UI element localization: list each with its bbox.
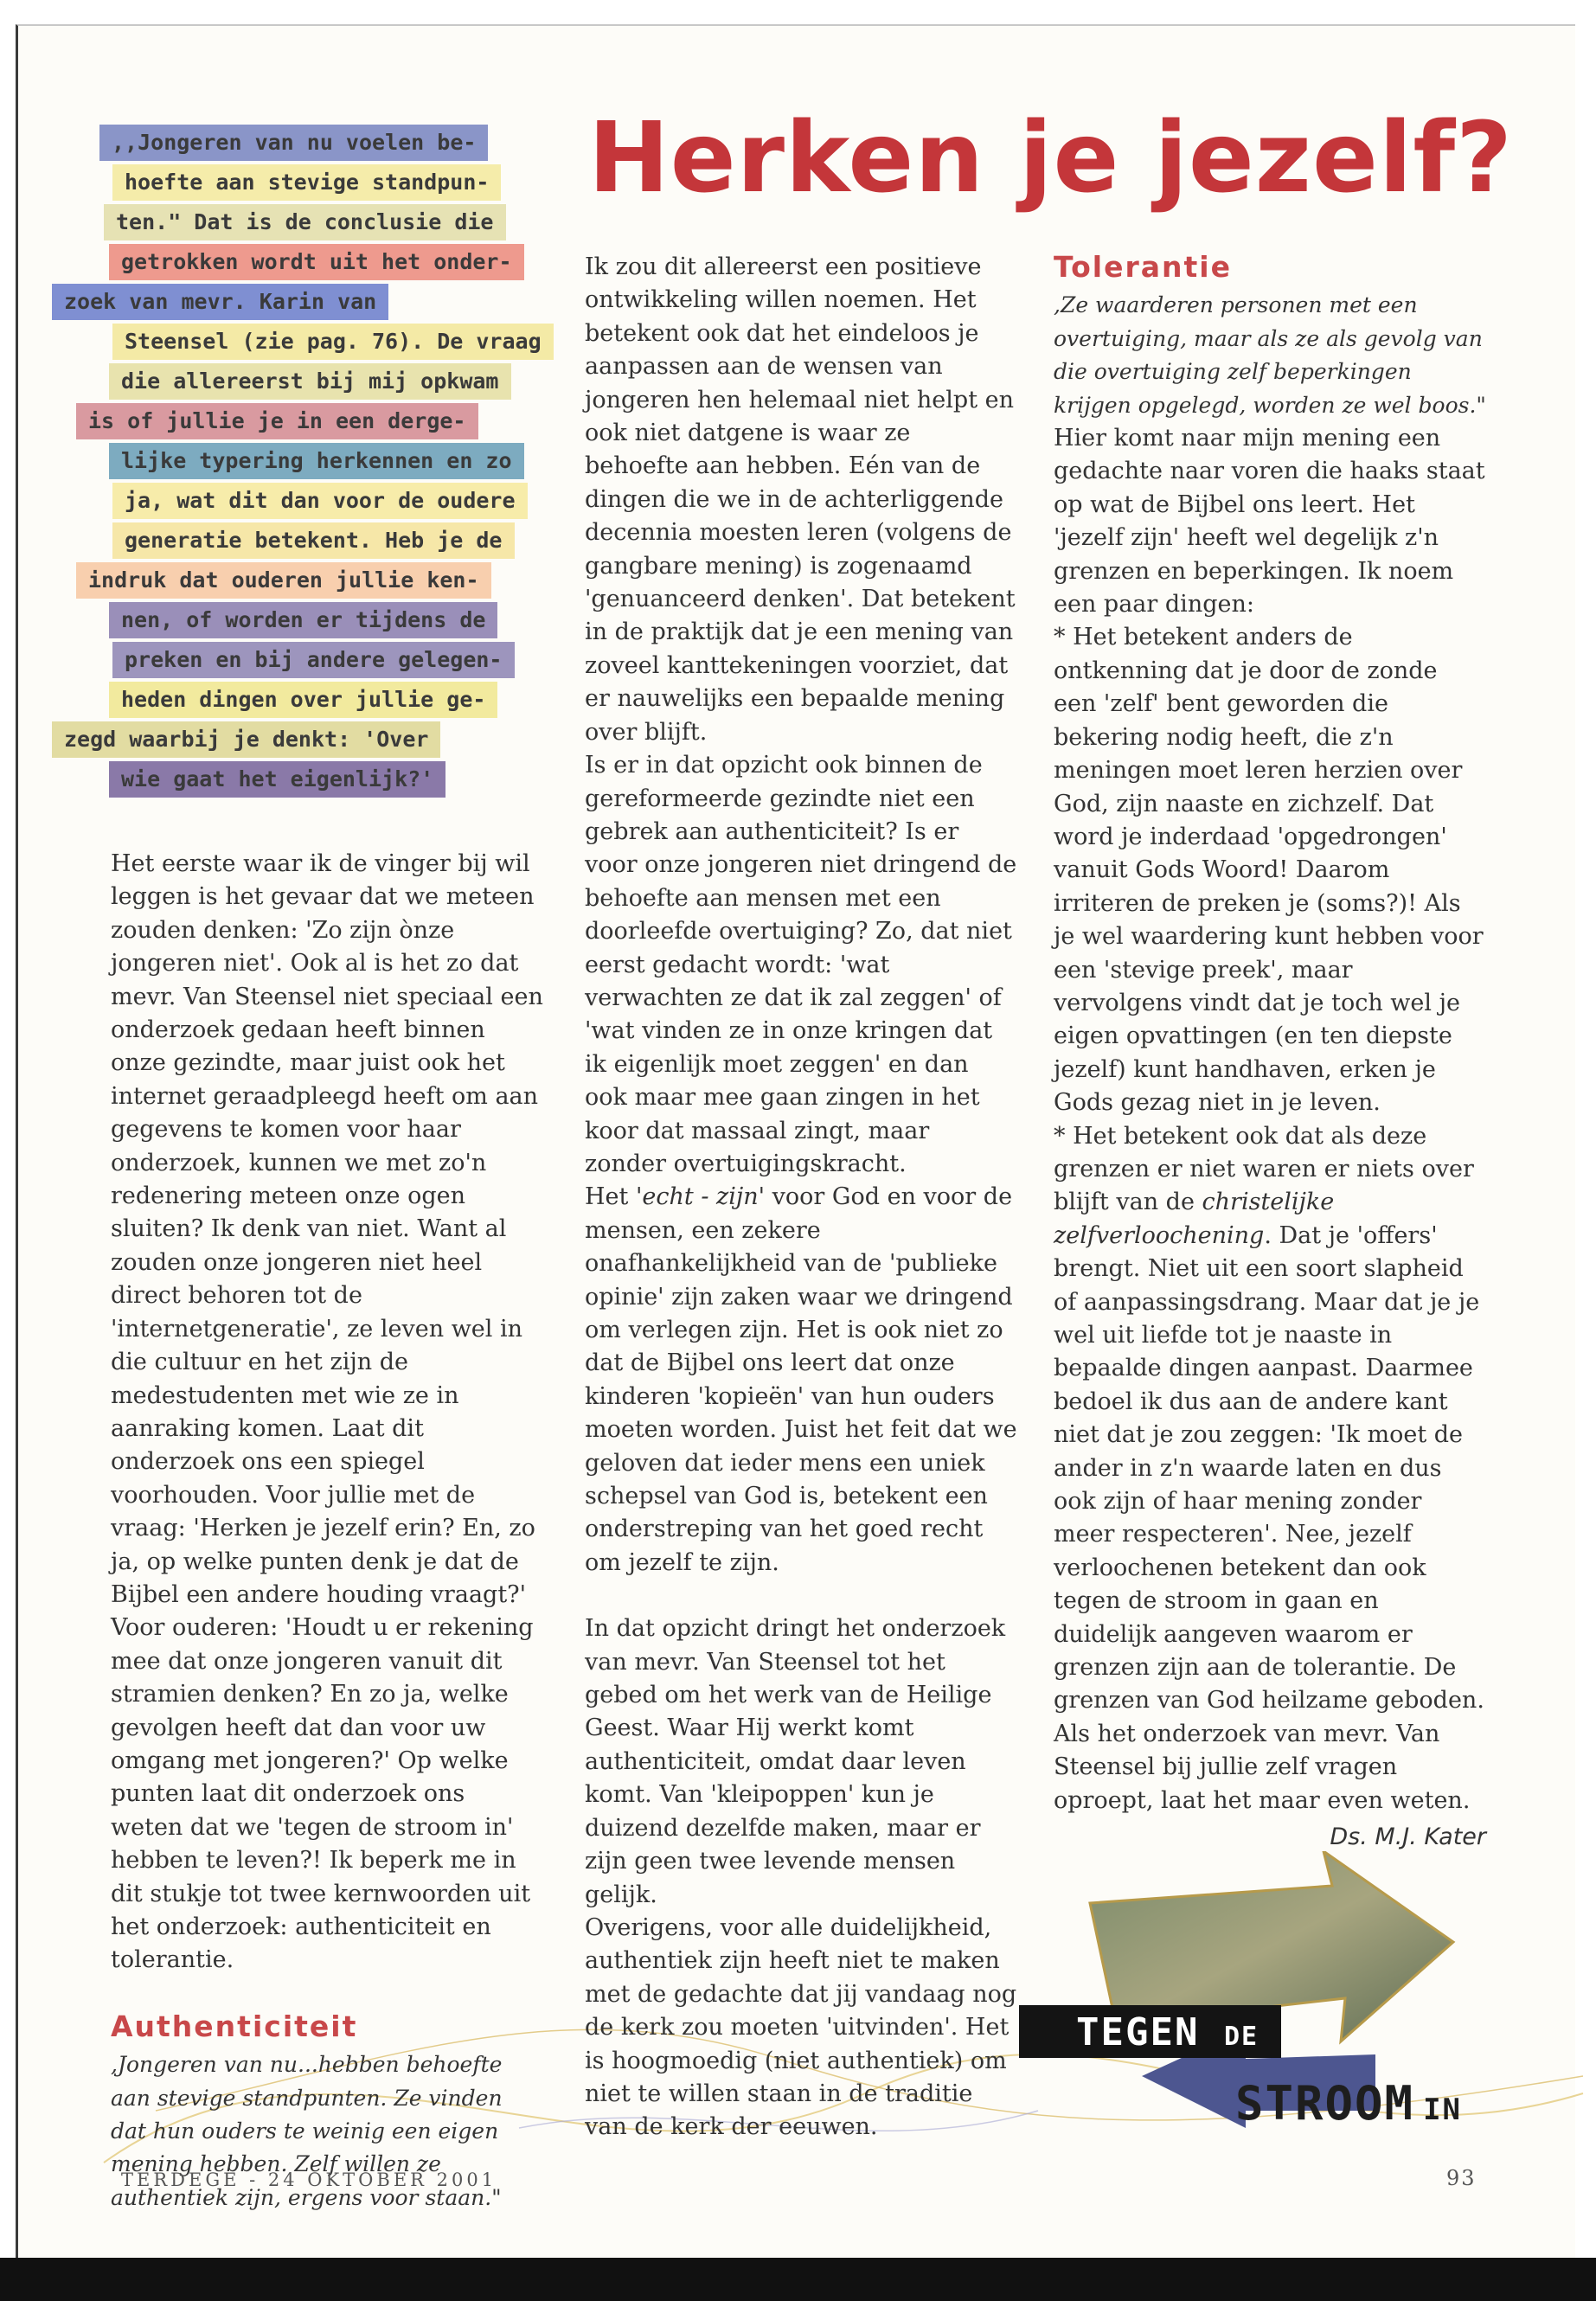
logo-tegen: TEGEN xyxy=(1076,2010,1200,2054)
col3-paragraph-3 xyxy=(1054,1120,1486,1718)
intro-quote-line xyxy=(52,720,571,760)
highlighted-text-line: getrokken wordt uit het onder- xyxy=(109,244,524,280)
col2-para3-pre: Het xyxy=(585,1183,636,1211)
highlighted-text-line: zegd waarbij je denkt: 'Over xyxy=(52,721,440,758)
highlighted-text-line: ja, wat dit dan voor de oudere xyxy=(112,483,528,519)
authenticiteit-quote: ,Jongeren van nu...hebben behoefte aan stevige standpunten. Ze vinden dat hun ouders te weinig een eigen mening hebben. Zelf willen ze authentiek zijn, ergens voor staan." xyxy=(111,2052,503,2210)
signature: Ds. M.J. Kater xyxy=(1330,1823,1486,1851)
column-2 xyxy=(585,251,1017,2144)
intro-quote-line xyxy=(52,242,571,282)
heading-authenticiteit: Authenticiteit xyxy=(111,2009,358,2043)
highlighted-text-line: hoefte aan stevige standpun- xyxy=(112,164,501,201)
highlighted-text-line: is of jullie je in een derge- xyxy=(76,403,478,439)
col2-paragraph-5: Overigens, voor alle duidelijkheid, authentiek zijn heeft niet te maken met de gedachte dat jij vandaag nog de kerk zou moeten 'uitvinden'. Het is hoogmoedig (niet authentiek) om niet te willen staan in de traditie van de kerk der eeuwen. xyxy=(585,1913,1017,2141)
logo-de: DE xyxy=(1223,2022,1259,2052)
intro-quote-line xyxy=(52,561,571,600)
intro-quote-line xyxy=(52,362,571,401)
column-1 xyxy=(111,848,543,2214)
intro-quote-line xyxy=(52,680,571,720)
page-number: 93 xyxy=(1446,2166,1477,2190)
footer-publication: TERDEGE - 24 OKTOBER 2001 xyxy=(121,2170,497,2190)
col3-paragraph-1: Hier komt naar mijn mening een gedachte naar voren die haaks staat op wat de Bijbel ons leert. Het 'jezelf zijn' heeft wel degelijk z'n grenzen en beperkingen. Ik noem een paar dingen: xyxy=(1054,425,1485,619)
logo-stroom: STROOM xyxy=(1235,2076,1415,2131)
intro-quote xyxy=(52,123,571,799)
highlighted-text-line: zoek van mevr. Karin van xyxy=(52,284,388,320)
intro-quote-line xyxy=(52,123,571,163)
col3-para3-pre: * Het betekent ook dat als deze grenzen er niet waren er niets over blijft van de xyxy=(1054,1122,1474,1216)
col2-paragraph-1: Ik zou dit allereerst een positieve ontwikkeling willen noemen. Het betekent ook dat het eindeloos je aanpassen aan de wensen van jongeren hen helemaal niet helpt en ook niet datgene is waar ze behoefte aan hebben. Eén van de dingen die we in de achterliggende decennia moesten leren (volgens de gangbare mening) is zogenaamd 'genuanceerd denken'. Dat betekent in de praktijk dat je een mening van zoveel kanttekeningen voorziet, dat er nauwelijks een bepaalde mening over blijft. xyxy=(585,253,1016,746)
intro-quote-line xyxy=(52,401,571,441)
highlighted-text-line: wie gaat het eigenlijk?' xyxy=(109,761,445,798)
highlighted-text-line: Steensel (zie pag. 76). De vraag xyxy=(112,324,554,360)
col3-paragraph-2: * Het betekent anders de ontkenning dat je door de zonde een 'zelf' bent geworden die bekering nodig heeft, die z'n meningen moet leren herzien over God, zijn naaste en zichzelf. Dat word je inderdaad 'opgedrongen' vanuit Gods Woord! Daarom irriteren de preken je (soms?)! Als je wel waardering kunt hebben voor een 'stevige preek', maar vervolgens vindt dat je toch wel je eigen opvattingen (en ten diepste jezelf) kunt handhaven, erken je Gods gezag niet in je leven. xyxy=(1054,624,1484,1117)
intro-quote-line xyxy=(52,282,571,322)
highlighted-text-line: nen, of worden er tijdens de xyxy=(109,602,497,638)
intro-quote-line xyxy=(52,640,571,680)
highlighted-text-line: ,,Jongeren van nu voelen be- xyxy=(99,125,488,161)
tolerantie-quote: ,Ze waarderen personen met een overtuiging, maar als ze als gevolg van die overtuiging zelf beperkingen krijgen opgelegd, worden ze wel boos." xyxy=(1054,292,1486,418)
highlighted-text-line: generatie betekent. Heb je de xyxy=(112,522,515,559)
col2-paragraph-4: In dat opzicht dringt het onderzoek van mevr. Van Steensel tot het gebed om het werk van de Heilige Geest. Waar Hij werkt komt authenticiteit, omdat daar leven komt. Van 'kleipoppen' kun je duizend dezelfde maken, maar er zijn geen twee levende mensen gelijk. xyxy=(585,1615,1006,1908)
page-title: Herken je jezelf? xyxy=(588,102,1514,215)
intro-quote-line xyxy=(52,521,571,561)
intro-quote-line xyxy=(52,202,571,242)
col3-para3-post: . Dat je 'offers' brengt. Niet uit een soort slapheid of aanpassingsdrang. Maar dat je je wel uit liefde tot je naaste in bepaalde dingen aanpast. Daarmee bedoel ik dus aan de andere kant niet dat je zou zeggen: 'Ik moet de ander in z'n waarde laten en dus ook zijn of haar mening zonder meer respecteren'. Nee, jezelf verloochenen betekent dan ook tegen de stroom in gaan en duidelijk aangeven waarom er grenzen zijn aan de tolerantie. De grenzen van God heilzame geboden. xyxy=(1054,1221,1484,1715)
highlighted-text-line: ten." Dat is de conclusie die xyxy=(104,204,506,240)
highlighted-text-line: indruk dat ouderen jullie ken- xyxy=(76,562,491,599)
highlighted-text-line: heden dingen over jullie ge- xyxy=(109,682,497,718)
highlighted-text-line: lijke typering herkennen en zo xyxy=(109,443,524,479)
column-3 xyxy=(1054,251,1486,1855)
logo-in: IN xyxy=(1423,2093,1463,2127)
col2-para3-post: voor God en voor de mensen, een zekere onafhankelijkheid van de 'publieke opinie' zijn zaken waar we dringend om verlegen zijn. Het is ook niet zo dat de Bijbel ons leert dat onze kinderen 'kopieën' van hun ouders moeten worden. Juist het feit dat we geloven dat ieder mens een uniek schepsel van God is, betekent een onderstreping van het goed recht om jezelf te zijn. xyxy=(585,1183,1017,1576)
bottom-scan-edge xyxy=(0,2258,1596,2301)
intro-quote-line xyxy=(52,322,571,362)
intro-quote-line xyxy=(52,600,571,640)
col2-paragraph-2: Is er in dat opzicht ook binnen de gereformeerde gezindte niet een gebrek aan authenticiteit? Is er voor onze jongeren niet dringend de behoefte aan mensen met een doorleefde overtuiging? Zo, dat niet eerst gedacht wordt: 'wat verwachten ze dat ik zal zeggen' of 'wat vinden ze in onze kringen dat ik eigenlijk moet zeggen' en dan ook maar mee gaan zingen in het koor dat massaal zingt, maar zonder overtuigingskracht. xyxy=(585,752,1017,1177)
intro-quote-line xyxy=(52,441,571,481)
col2-paragraph-3 xyxy=(585,1181,1017,1580)
col3-para3-em: christelijke zelfverloochening xyxy=(1054,1189,1335,1249)
logo-line-1 xyxy=(1019,2005,1281,2058)
highlighted-text-line: die allereerst bij mij opkwam xyxy=(109,363,511,400)
intro-quote-line xyxy=(52,760,571,799)
col1-paragraph: Het eerste waar ik de vinger bij wil leggen is het gevaar dat we meteen zouden denken: 'Zo zijn ònze jongeren niet'. Ook al is het zo dat mevr. Van Steensel niet speciaal een onderzoek gedaan heeft binnen onze gezindte, maar juist ook het internet geraadpleegd heeft om aan gegevens te komen voor haar onderzoek, kunnen we met zo'n redenering meteen onze ogen sluiten? Ik denk van niet. Want al zouden onze jongeren niet heel direct behoren tot de 'internetgeneratie', ze leven wel in die cultuur en het zijn de medestudenten met wie ze in aanraking komen. Laat dit onderzoek ons een spiegel voorhouden. Voor jullie met de vraag: 'Herken je jezelf erin? En, zo ja, op welke punten denk je dat de Bijbel een andere houding vraagt?' Voor ouderen: 'Houdt u er rekening mee dat onze jongeren vanuit dit stramien denken? En zo ja, welke gevolgen heeft dat dan voor uw omgang met jongeren?' Op welke punten laat dit onderzoek ons weten dat we 'tegen de stroom in' hebben te leven?! Ik beperk me in dit stukje tot twee kernwoorden uit het onderzoek: authenticiteit en tolerantie. xyxy=(111,850,543,1974)
logo-line-2 xyxy=(1235,2076,1462,2131)
intro-quote-line xyxy=(52,481,571,521)
heading-tolerantie: Tolerantie xyxy=(1054,250,1232,284)
highlighted-text-line: preken en bij andere gelegen- xyxy=(112,642,515,678)
col2-para3-em: 'echt - zijn' xyxy=(635,1183,766,1211)
intro-quote-line xyxy=(52,163,571,202)
col3-paragraph-4: Als het onderzoek van mevr. Van Steensel bij jullie zelf vragen oproept, laat het maar even weten. xyxy=(1054,1720,1471,1814)
